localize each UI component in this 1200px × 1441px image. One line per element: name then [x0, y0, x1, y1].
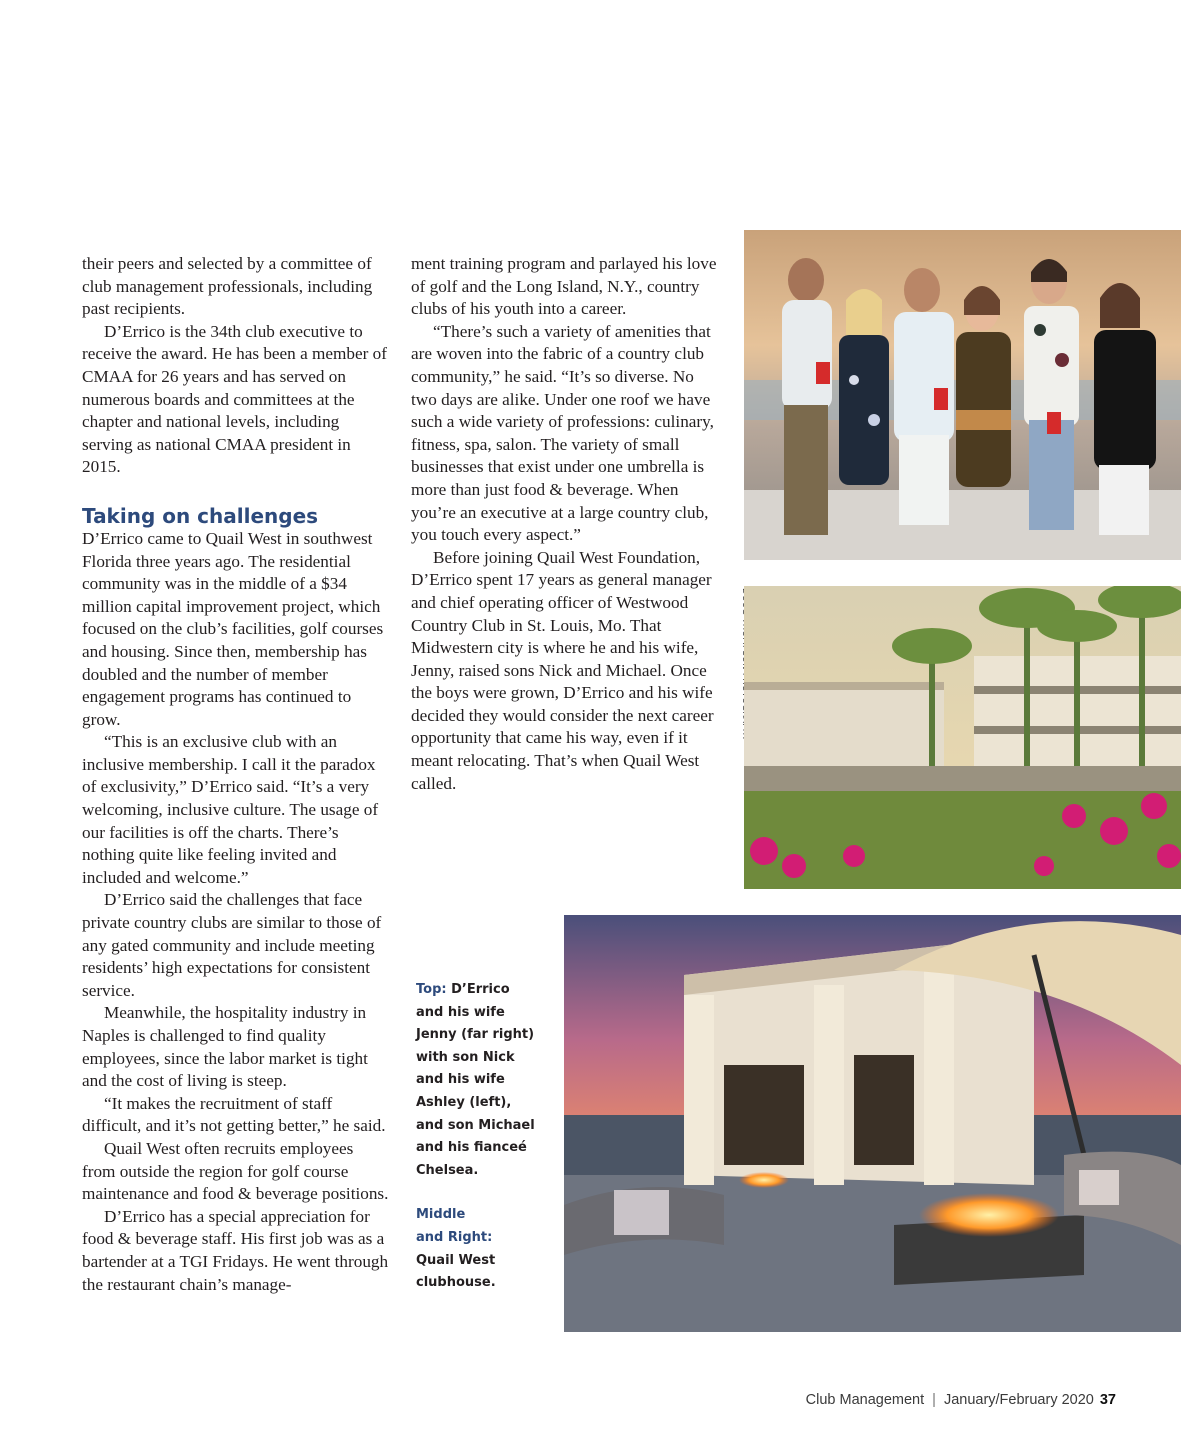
- paragraph: Meanwhile, the hospitality industry in Naples is challenged to find quality employees, since the labor market is tight and the cost of living is steep.: [82, 1003, 368, 1091]
- caption-label: and Right:: [416, 1229, 493, 1245]
- caption-text: clubhouse.: [416, 1275, 496, 1291]
- caption-text: and son Michael: [416, 1117, 535, 1133]
- caption-label: Middle: [416, 1207, 466, 1223]
- caption-text: Ashley (left),: [416, 1094, 512, 1110]
- patio-photo: [564, 915, 1181, 1332]
- caption-text: Quail West: [416, 1252, 496, 1268]
- article-column-1: [82, 253, 390, 1296]
- section-heading: Taking on challenges: [82, 503, 319, 528]
- page-number: 37: [1099, 1392, 1116, 1408]
- caption-text: and his fianceé: [416, 1140, 527, 1156]
- caption-line: [416, 979, 556, 1002]
- clubhouse-photo: [744, 586, 1181, 889]
- paragraph: Before joining Quail West Foundation, D’Errico spent 17 years as general manager and chief operating officer of Westwood Country Club in St. Louis, Mo. That Midwestern city is where he and his wife, Jenny, raised sons Nick and Michael. Once the boys were grown, D’Errico and his wife decided they would consider the next career opportunity that came his way, even if it meant relocating. That’s when Quail West called.: [411, 547, 714, 793]
- paragraph: D’Errico has a special appreciation for food & beverage staff. His first job was as a bartender at a TGI Fridays. He went through the restaurant chain’s manage-: [82, 1206, 389, 1294]
- caption-text: Jenny (far right): [416, 1027, 535, 1043]
- paragraph: ment training program and parlayed his love of golf and the Long Island, N.Y., country clubs of his youth into a career.: [411, 254, 717, 319]
- caption-text: and his wife: [416, 1004, 505, 1020]
- publication-name: Club Management: [805, 1392, 925, 1408]
- paragraph: their peers and selected by a committee of club management professionals, including past recipients.: [82, 254, 373, 319]
- page-footer: [806, 1392, 1116, 1408]
- paragraph: “This is an exclusive club with an inclusive membership. I call it the paradox of exclusivity,” D’Errico said. “It’s a very welcoming, inclusive culture. The usage of our facilities is off the charts. There’s nothing quite like feeling invited and included and welcome.”: [82, 732, 379, 887]
- family-photo: [744, 230, 1181, 560]
- caption-text: with son Nick: [416, 1049, 515, 1065]
- footer-separator: |: [932, 1392, 936, 1408]
- issue-date: January/February 2020: [943, 1392, 1094, 1408]
- caption-text: and his wife: [416, 1072, 505, 1088]
- caption-text: Chelsea.: [416, 1162, 479, 1178]
- caption-text: D’Errico: [451, 982, 510, 997]
- paragraph: D’Errico said the challenges that face private country clubs are similar to those of any gated community and include meeting residents’ high expectations for consistent service.: [82, 890, 382, 1000]
- photo-caption: [416, 979, 556, 1295]
- paragraph: D’Errico is the 34th club executive to receive the award. He has been a member of CMAA for 26 years and has served on numerous boards and committees at the chapter and national levels, including serving as national CMAA president in 2015.: [82, 321, 387, 477]
- paragraph: “It makes the recruitment of staff difficult, and it’s not getting better,” he said.: [82, 1093, 386, 1136]
- paragraph: “There’s such a variety of amenities that are woven into the fabric of a country club community,” he said. “It’s so diverse. No two days are alike. Under one roof we have such a wide variety of professions: culinary, fitness, spa, salon. The variety of small businesses that exist under one umbrella is more than just food & beverage. When you’re an executive at a large country club, you touch every aspect.”: [411, 321, 714, 545]
- paragraph: Quail West often recruits employees from outside the region for golf course maintenance and food & beverage positions.: [82, 1138, 389, 1204]
- paragraph: D’Errico came to Quail West in southwest Florida three years ago. The residential community was in the middle of a $34 million capital improvement project, which focused on the club’s facilities, golf courses and housing. Since then, membership has doubled and the number of member engagement programs has continued to grow.: [82, 528, 384, 729]
- caption-label: Top:: [416, 982, 447, 997]
- article-column-2: [411, 253, 719, 795]
